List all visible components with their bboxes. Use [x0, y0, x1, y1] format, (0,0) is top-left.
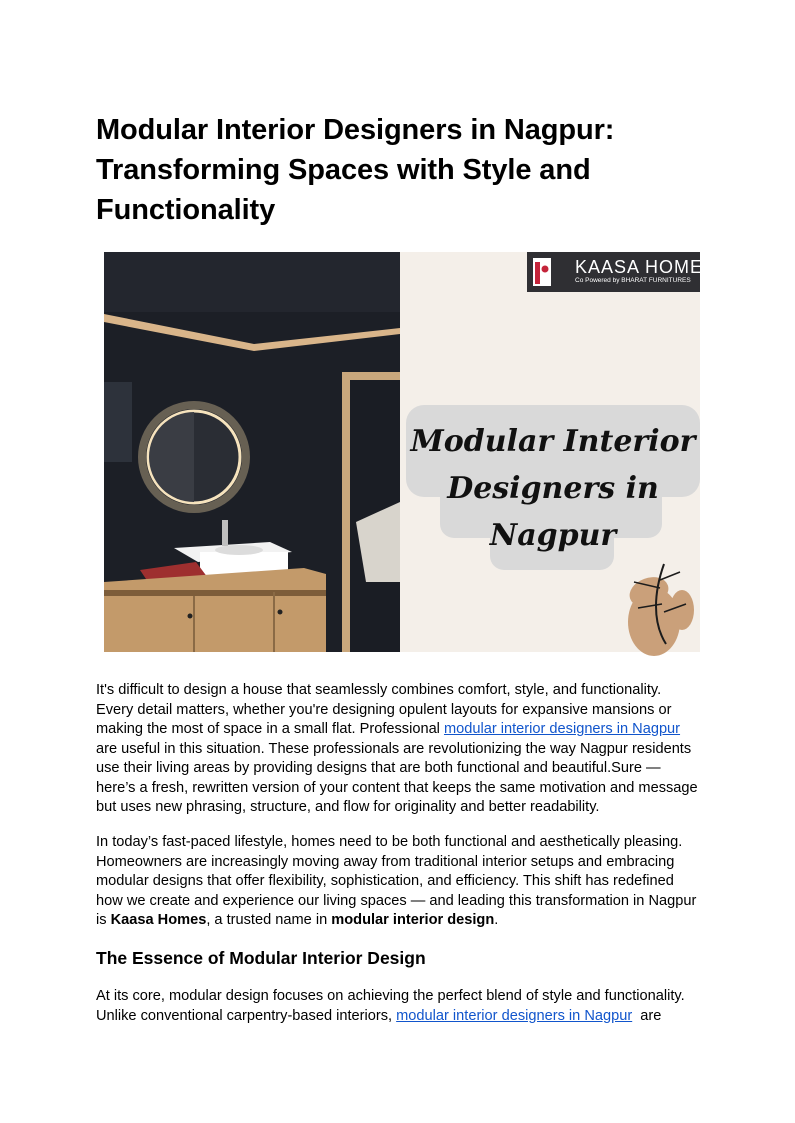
essence-paragraph: At its core, modular design focuses on achieving the perfect blend of style and functionality. Unlike conventional carpentry-based interiors, modular interior designers in Nagpur are [96, 988, 685, 1024]
overlay-line-3: Nagpur [489, 518, 617, 553]
overlay-line-2: Designers in [447, 471, 659, 506]
modular-designers-link-2[interactable]: modular interior designers in Nagpur [396, 1007, 633, 1024]
lifestyle-paragraph: In today’s fast-paced lifestyle, homes need to be both functional and aesthetically pleasing. Homeowners are increasingly moving away from traditional interior setups and embracing modular designs that offer flexibility, sophistication, and efficiency. This shift has redefined how we create and experience our living spaces — and leading this transformation in Nagpur is Kaasa Homes, a trusted name in modular interior design. [96, 834, 697, 928]
section-heading: The Essence of Modular Interior Design [96, 948, 426, 968]
modular-designers-link[interactable]: modular interior designers in Nagpur [443, 721, 681, 737]
modular-design-bold: modular interior design [331, 912, 495, 928]
hero-overlay-text [406, 418, 700, 559]
hero-image [104, 252, 717, 652]
intro-paragraph: It's difficult to design a house that seamlessly combines comfort, style, and functionality. Every detail matters, whether you're designing opulent layouts for expansive mansions or making the most of space in a small flat. Professional modular interior designers in Nagpur are useful in this situation. These professionals are revolutionizing the way Nagpur residents use their living areas by providing designs that are both functional and beautiful.Sure — here’s a fresh, rewritten version of your content that keeps the same motivation and message but uses new phrasing, structure, and flow for originality and better readability. [96, 682, 698, 815]
page-title: Modular Interior Designers in Nagpur: Transforming Spaces with Style and Functionality [96, 114, 615, 226]
kaasa-homes-bold: Kaasa Homes [110, 912, 207, 928]
kaasa-logo [550, 252, 717, 292]
overlay-line-1: Modular Interior [410, 424, 696, 459]
logo-subtitle: Co Powered by BHARAT FURNITURES [575, 277, 691, 284]
logo-brand: KAASA HOMES [575, 257, 717, 277]
